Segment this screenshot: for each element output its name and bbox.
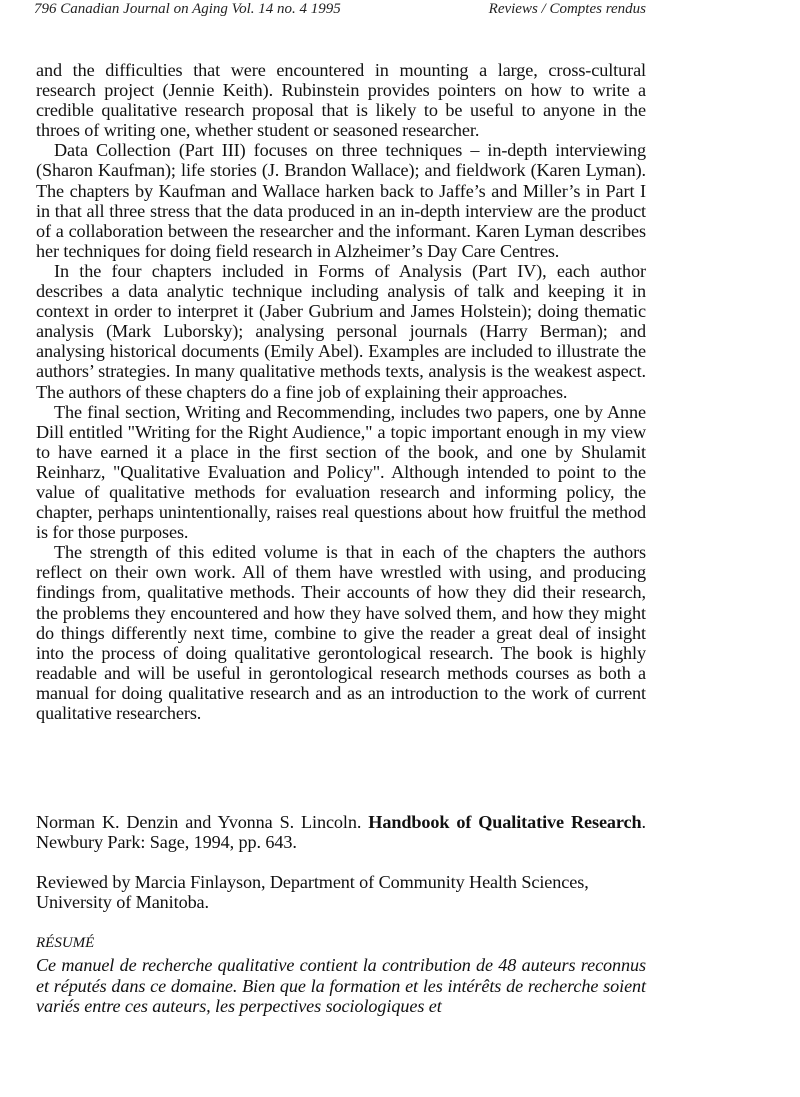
book-authors: Norman K. Denzin and Yvonna S. Lincoln. <box>36 812 362 833</box>
paragraph-writing-recommending: The final section, Writing and Recommending, includes two papers, one by Anne Dill entitled "Writing for the Right Audience," a topic important enough in my view to have earned it a place in the first section of the book, and one by Shulamit Reinharz, "Qualitative Evaluation and Policy". Although intended to point to the value of qualitative methods for evaluation research and informing policy, the chapter, perhaps unintentionally, raises real questions about how fruitful the method is for those purposes. <box>36 401 646 543</box>
paragraph-strength: The strength of this edited volume is that in each of the chapters the authors reflect on their own work. All of them have wrestled with using, and producing findings from, qualitative methods. Their accounts of how they did their research, the problems they encountered and how they have solved them, and how they might do things differently next time, combine to give the reader a great deal of insight into the process of doing qualitative gerontological research. The book is highly readable and will be useful in gerontological research methods courses as both a manual for doing qualitative research and as an introduction to the work of current qualitative researchers. <box>36 542 646 723</box>
paragraph-forms-of-analysis: In the four chapters included in Forms of Analysis (Part IV), each author describes a data analytic technique including analysis of talk and keeping it in context in order to interpret it (Jaber Gubrium and James Holstein); doing thematic analysis (Mark Luborsky); analysing personal journals (Harry Berman); and analysing historical documents (Emily Abel). Examples are included to illustrate the authors’ strategies. In many qualitative methods texts, analysis is the weakest aspect. The authors of these chapters do a fine job of explaining their approaches. <box>36 260 646 402</box>
running-header <box>34 0 646 18</box>
book-citation <box>36 812 646 852</box>
reviewer-line: Reviewed by Marcia Finlayson, Department of Community Health Sciences, University of Manitoba. <box>36 872 589 913</box>
page-body <box>36 60 646 1016</box>
paragraph-continued: and the difficulties that were encountered in mounting a large, cross-cultural research project (Jennie Keith). Rubinstein provides pointers on how to write a credible qualitative research proposal that is likely to be useful to anyone in the throes of writing one, whether student or seasoned researcher. <box>36 60 646 141</box>
resume-heading: RÉSUMÉ <box>36 935 95 952</box>
header-journal-info: 796 Canadian Journal on Aging Vol. 14 no. 4 1995 <box>34 1 341 17</box>
book-publication: . Newbury Park: Sage, 1994, pp. 643. <box>36 812 646 853</box>
paragraph-data-collection: Data Collection (Part III) focuses on three techniques – in-depth interviewing (Sharon Kaufman); life stories (J. Brandon Wallace); and fieldwork (Karen Lyman). The chapters by Kaufman and Wallace harken back to Jaffe’s and Miller’s in Part I in that all three stress that the data produced in an in-depth interview are the product of a collaboration between the researcher and the informant. Karen Lyman describes her techniques for doing field research in Alzheimer’s Day Care Centres. <box>36 140 646 261</box>
book-title: Handbook of Qualitative Research <box>368 812 642 833</box>
resume-text: Ce manuel de recherche qualitative contient la contribution de 48 auteurs reconnus et réputés dans ce domaine. Bien que la formation et les intérêts de recherche soient variés entre ces auteurs, les perpectives sociologiques et <box>36 955 646 1016</box>
header-section: Reviews / Comptes rendus <box>488 1 646 17</box>
